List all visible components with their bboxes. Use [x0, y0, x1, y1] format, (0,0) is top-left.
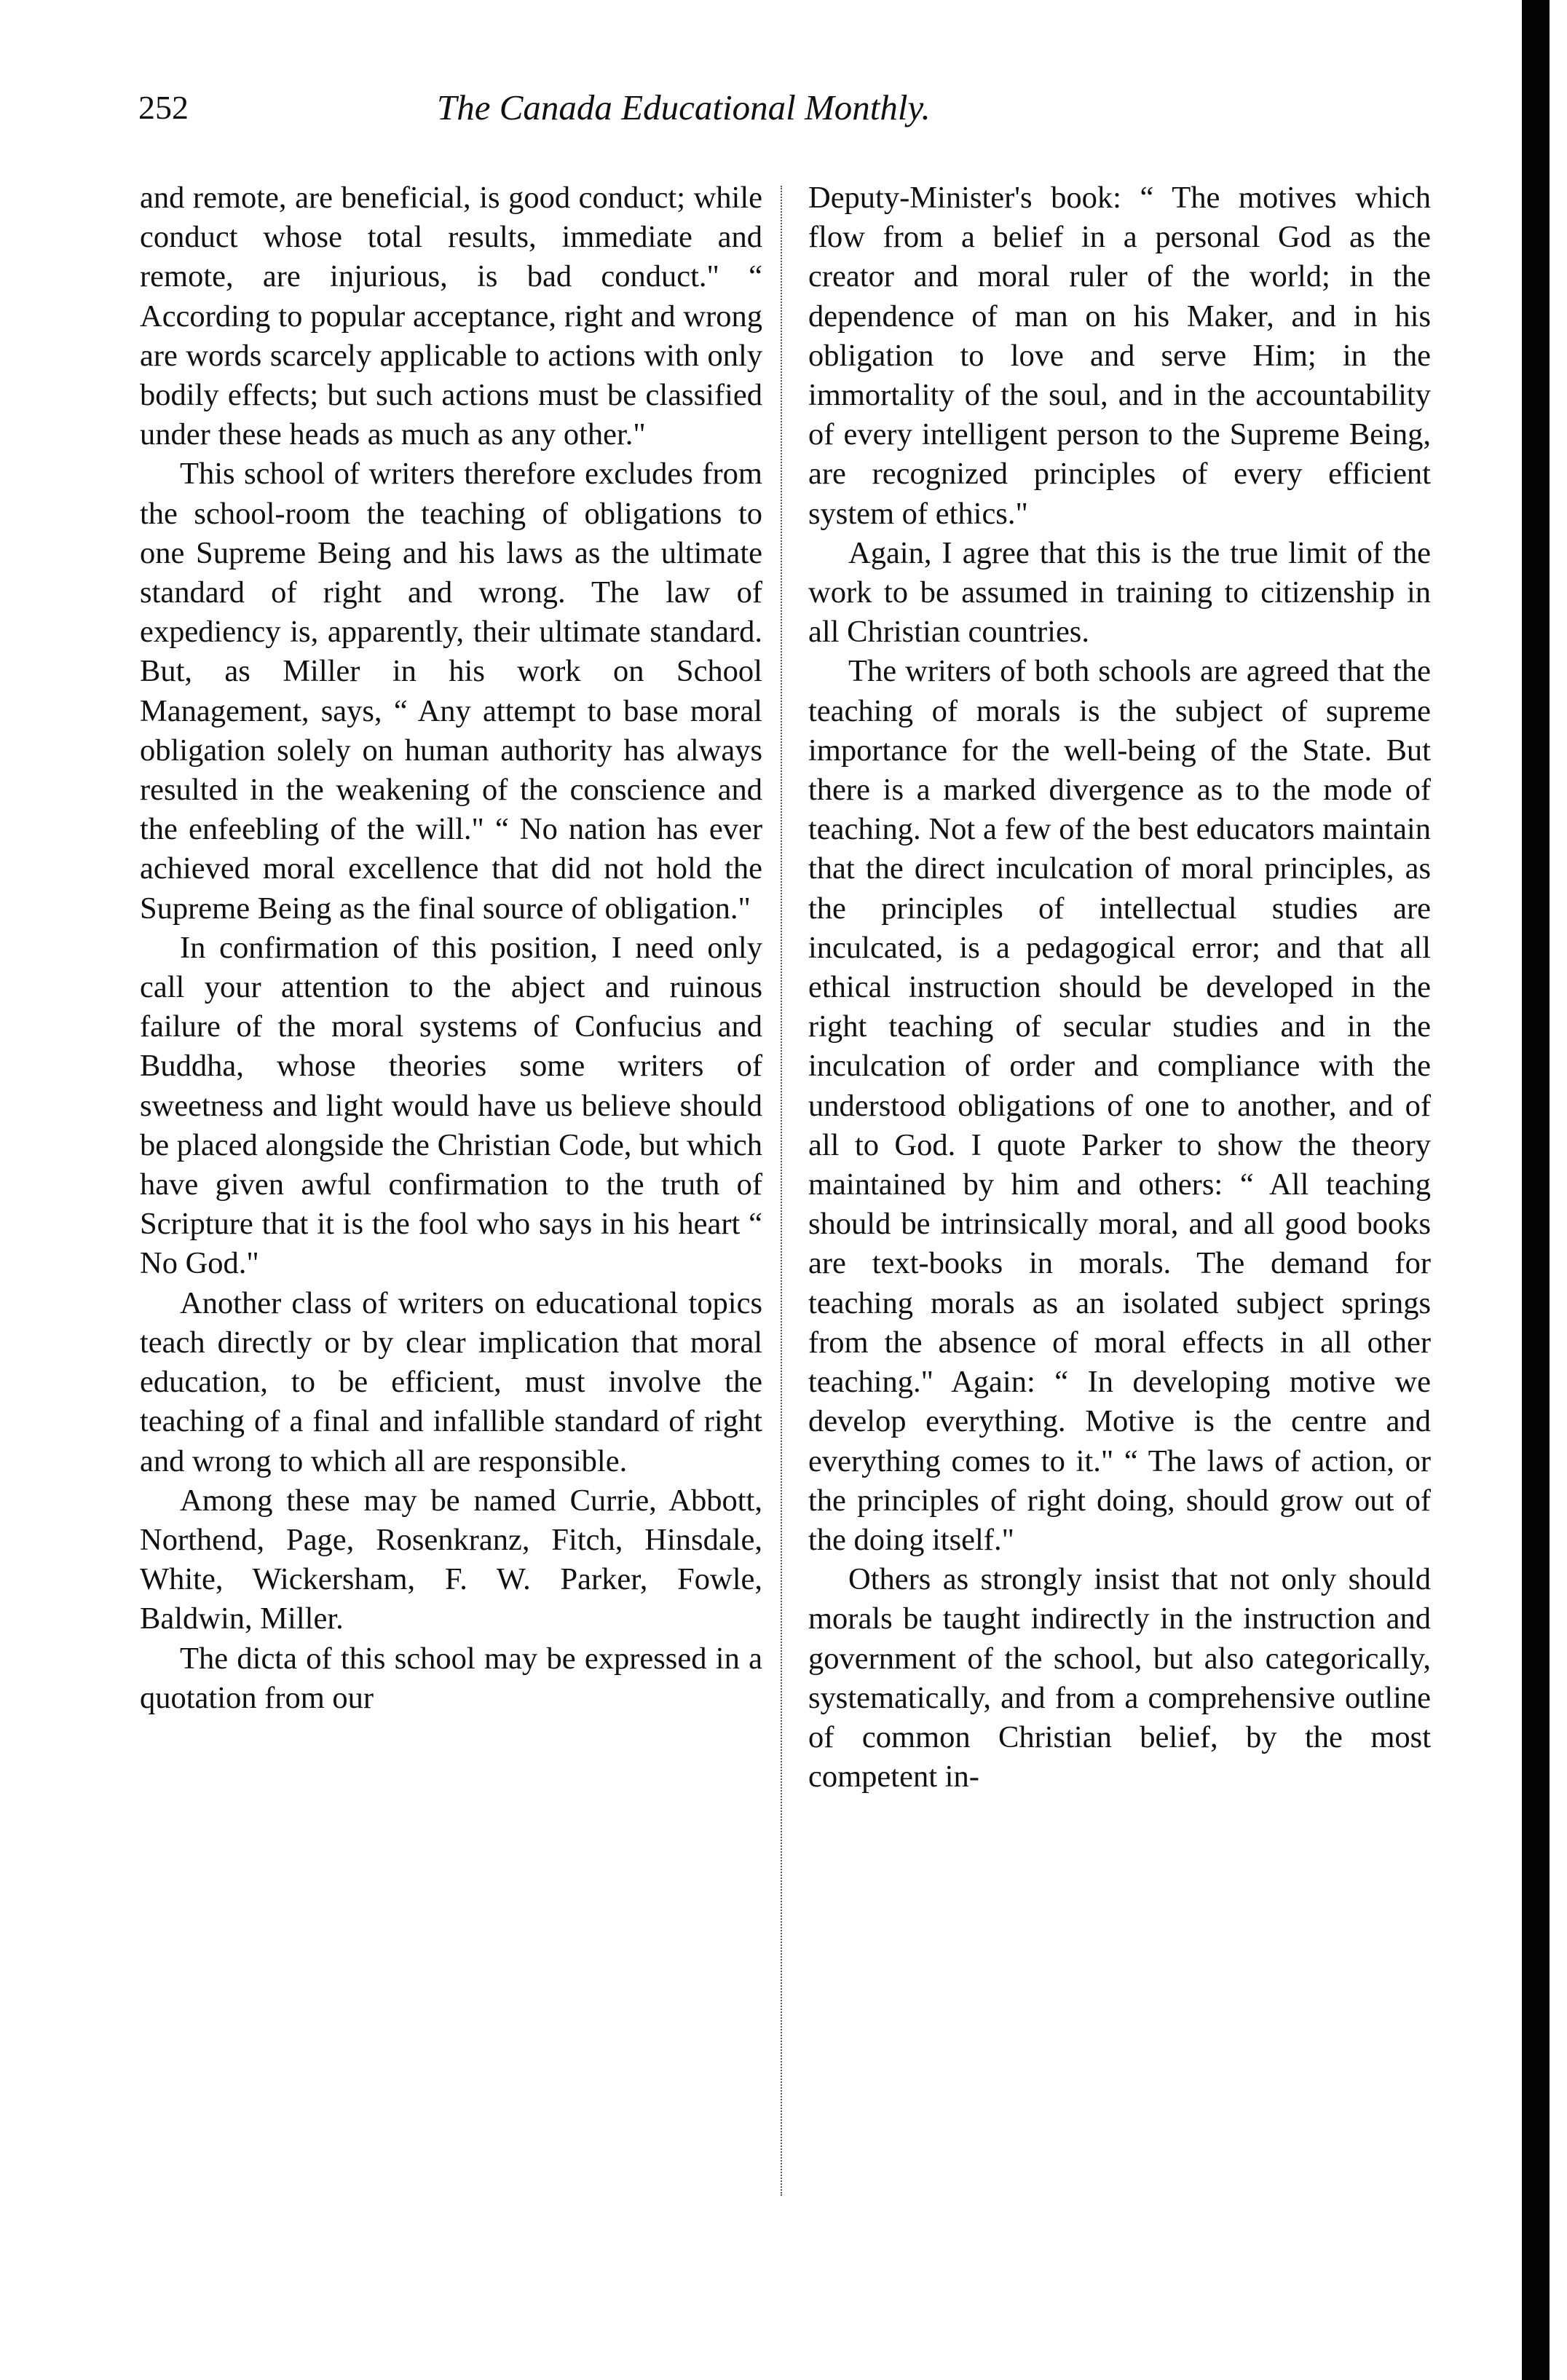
paragraph: Deputy-Minister's book: “ The motives which flow from a belief in a personal God as the creator and moral ruler of the world; in the dependence of man on his Maker, and in his obligation to love and serve Him; in the immortality of the soul, and in the accountability of every intelligent person to the Supreme Being, are recognized principles of every efficient system of ethics." — [808, 181, 1431, 531]
paragraph: Among these may be named Currie, Abbott, Northend, Page, Rosenkranz, Fitch, Hinsdale, White, Wickersham, F. W. Parker, Fowle, Baldwin, Miller. — [140, 1483, 762, 1636]
scan-margin-bar — [1522, 0, 1550, 2380]
paragraph: In confirmation of this position, I need only call your attention to the abject and ruinous failure of the moral systems of Confucius and Buddha, whose theories some writers of sweetness and light would have us believe should be placed alongside the Christian Code, but which have given awful confirmation to the truth of Scripture that it is the fool who says in his heart “ No God." — [140, 930, 762, 1281]
paragraph: The writers of both schools are agreed that the teaching of morals is the subject of supreme importance for the well-being of the State. But there is a marked divergence as to the mode of teaching. Not a few of the best educators maintain that the direct inculcation of moral principles, as the principles of intellectual studies are inculcated, is a pedagogical error; and that all ethical instruction should be developed in the right teaching of secular studies and in the inculcation of order and compliance with the understood obligations of one to another, and of all to God. I quote Parker to show the theory maintained by him and others: “ All teaching should be intrinsically moral, and all good books are text-books in morals. The demand for teaching morals as an isolated subject springs from the absence of moral effects in all other teaching." Again: “ In developing motive we develop everything. Motive is the centre and everything comes to it." “ The laws of action, or the principles of right doing, should grow out of the doing itself." — [808, 654, 1431, 1557]
paragraph: The dicta of this school may be expressed in a quotation from our — [140, 1641, 762, 1715]
left-text-column — [140, 178, 762, 1718]
page-number: 252 — [138, 89, 189, 126]
paragraph: This school of writers therefore excludes from the school-room the teaching of obligations to one Supreme Being and his laws as the ultimate standard of right and wrong. The law of expediency is, apparently, their ultimate standard. But, as Miller in his work on School Management, says, “ Any attempt to base moral obligation solely on human authority has always resulted in the weakening of the conscience and the enfeebling of the will." “ No nation has ever achieved moral excellence that did not hold the Supreme Being as the final source of obligation." — [140, 457, 762, 926]
running-title: The Canada Educational Monthly. — [437, 87, 931, 127]
paragraph: and remote, are beneficial, is good conduct; while conduct whose total results, immediate and remote, are injurious, is bad conduct." “ According to popular acceptance, right and wrong are words scarcely applicable to actions with only bodily effects; but such actions must be classified under these heads as much as any other." — [140, 181, 762, 452]
column-divider — [781, 186, 782, 2196]
page-header — [138, 86, 1456, 144]
paragraph: Again, I agree that this is the true limit of the work to be assumed in training to citizenship in all Christian countries. — [808, 535, 1431, 650]
paragraph: Another class of writers on educational topics teach directly or by clear implication that moral education, to be efficient, must involve the teaching of a final and infallible standard of right and wrong to which all are responsible. — [140, 1285, 762, 1478]
right-text-column — [808, 178, 1431, 1797]
paragraph: Others as strongly insist that not only should morals be taught indirectly in the instruction and government of the school, but also categorically, systematically, and from a comprehensive outline of common Christian belief, by the most competent in- — [808, 1562, 1431, 1794]
